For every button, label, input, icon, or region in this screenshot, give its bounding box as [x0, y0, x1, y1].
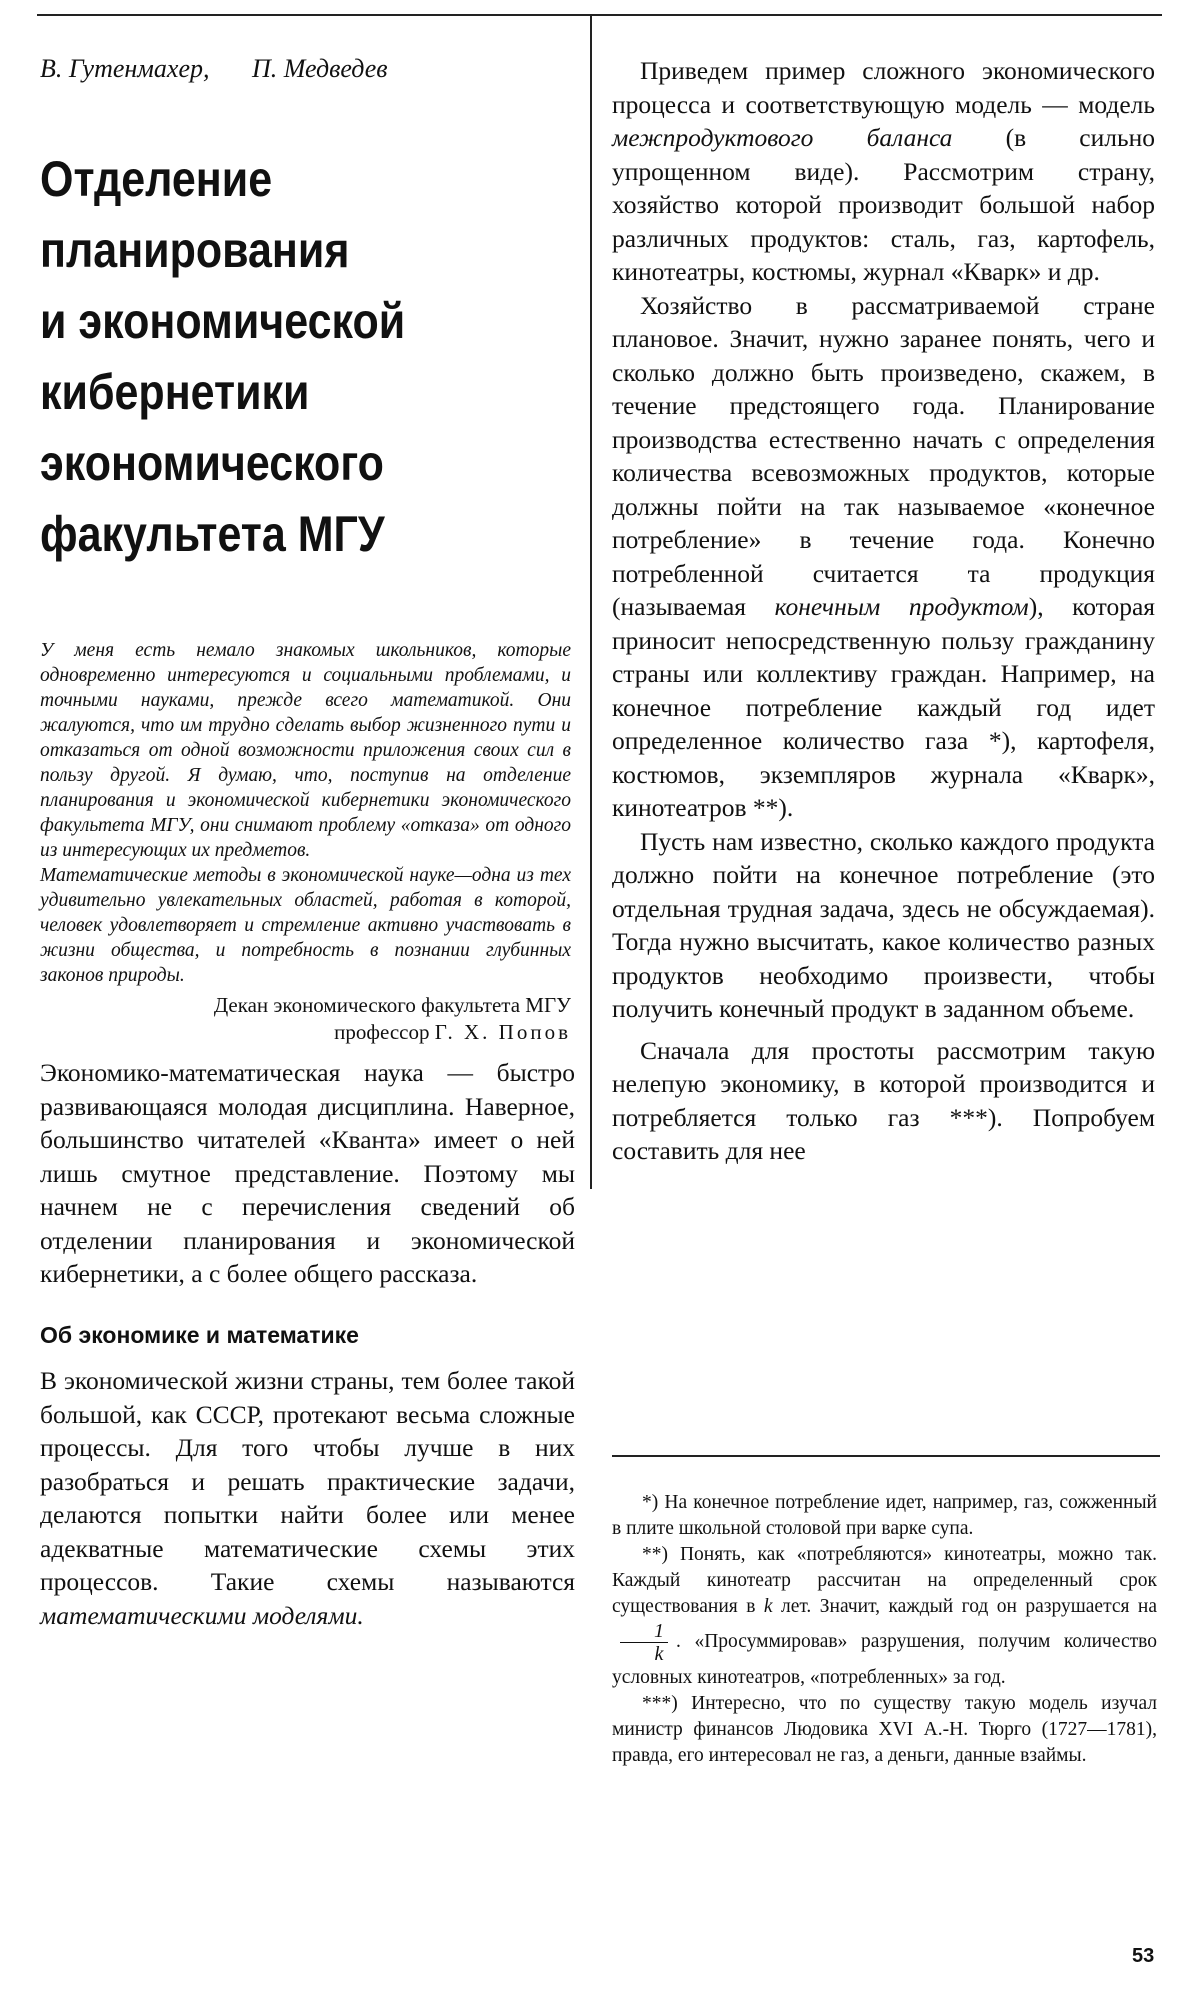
footnote-1: *) На конечное потребление идет, например, газ, сожженный в плите школьной столовой при варке супа. [612, 1492, 1157, 1539]
epigraph [40, 638, 571, 988]
paragraph-text: В экономической жизни страны, тем более такой большой, как СССР, протекают весьма сложные процессы. Для того чтобы лучше в них разобраться и решать практические задачи, делаются попытки найти более или менее адекватные математические схемы этих процессов. Такие схемы называются [40, 1366, 575, 1596]
title-line: экономического [40, 435, 384, 491]
author-2: П. Медведев [251, 54, 388, 83]
body-paragraph [40, 1364, 575, 1632]
epigraph-paragraph-2: Математические методы в экономической науке—одна из тех удивительно увлекательных областей, работая в которой, человек удовлетворяет и стремление активно участвовать в жизни общества, и потребность в познании глубинных законов природы. [40, 865, 571, 986]
author-1: В. Гутенмахер, [40, 54, 210, 83]
title-line: и экономической [40, 293, 406, 349]
left-column [40, 54, 575, 1632]
epigraph-paragraph-1: У меня есть немало знакомых школьников, которые одновременно интересуются и социальными проблемами, и точными науками, прежде всего математикой. Они жалуются, что им трудно сделать выбор жизненного пути и отказаться от одной возможности приложения своих сил в пользу другой. Я думаю, что, поступив на отделение планирования и экономической кибернетики экономического факультета МГУ, они снимают проблему «отказа» от одного из интересующих их предметов. [40, 640, 571, 861]
left-body [40, 1056, 575, 1632]
footnote-3: ***) Интересно, что по существу такую модель изучал министр финансов Людовика XVI А.-Н. Тюрго (1727—1781), правда, его интересовал не газ, а деньги, данные взаймы. [612, 1693, 1157, 1766]
title-line: Отделение [40, 151, 273, 207]
title-line: планирования [40, 222, 350, 278]
article-title [40, 144, 500, 570]
right-column [612, 54, 1155, 1168]
emphasis-term: конечным продуктом [774, 592, 1029, 621]
epigraph-signature [40, 992, 575, 1046]
body-paragraph: Хозяйство в рассматриваемой стране плановое. Значит, нужно заранее понять, чего и сколько должно быть произведено, скажем, в течение предстоящего года. Планирование производства естественно начать с определения количества всевозможных продуктов, которые должны пойти на так называемое «конечное потребление» в течение года. Конечно потребленной считается та продукция (называемая конечным продуктом), которая приносит непосредственную пользу гражданину страны или коллективу граждан. Например, на конечное потребление каждый год идет определенное количество газа *), картофеля, костюмов, экземпляров журнала «Кварк», кинотеатров **). [612, 290, 1155, 822]
title-line: кибернетики [40, 364, 310, 420]
body-paragraph: Приведем пример сложного экономического процесса и соответствующую модель — модель межпродуктового баланса (в сильно упрощенном виде). Рассмотрим страну, хозяйство которой производит большой набор различных продуктов: сталь, газ, картофель, кинотеатры, костюмы, журнал «Кварк» и др. [612, 56, 1155, 286]
top-rule [37, 14, 1162, 16]
footnote-2: **) Понять, как «потребляются» кинотеатры, можно так. Каждый кинотеатр рассчитан на определенный срок существования в k лет. Значит, каждый год он разрушается на $\frac{1}{k}$ . «Просуммировав» разрушения, получим количество условных кинотеатров, «потребленных» за год. [612, 1544, 1157, 1688]
column-divider [590, 14, 592, 1189]
signature-name: Г. Х. Попов [434, 1020, 571, 1044]
signature-role: Декан экономического факультета МГУ [213, 993, 571, 1017]
fraction-1-over-k: $\frac{1}{k}$ [620, 1620, 668, 1665]
emphasis-term: математическими моделями. [40, 1600, 364, 1630]
page-number: 53 [1132, 1945, 1155, 1967]
signature-title: профессор [334, 1020, 430, 1044]
section-heading: Об экономике и математике [40, 1321, 359, 1348]
authors [40, 54, 575, 84]
body-paragraph: Пусть нам известно, сколько каждого продукта должно пойти на конечное потребление (это отдельная трудная задача, здесь не обсуждаемая). Тогда нужно высчитать, какое количество разных продуктов необходимо произвести, чтобы получить конечный продукт в заданном объеме. [612, 826, 1155, 1023]
body-paragraph: Сначала для простоты рассмотрим такую нелепую экономику, в которой производится и потребляется только газ ***). Попробуем составить для нее [612, 1035, 1155, 1165]
footnote-rule [612, 1455, 1160, 1457]
emphasis-term: межпродуктового баланса [612, 123, 953, 152]
title-line: факультета МГУ [40, 506, 385, 562]
intro-paragraph: Экономико-математическая наука — быстро развивающаяся молодая дисциплина. Наверное, большинство читателей «Кванта» имеет о ней лишь смутное представление. Поэтому мы начнем не с перечисления сведений об отделении планирования и экономической кибернетики, а с более общего рассказа. [40, 1058, 575, 1288]
footnotes [612, 1490, 1157, 1769]
